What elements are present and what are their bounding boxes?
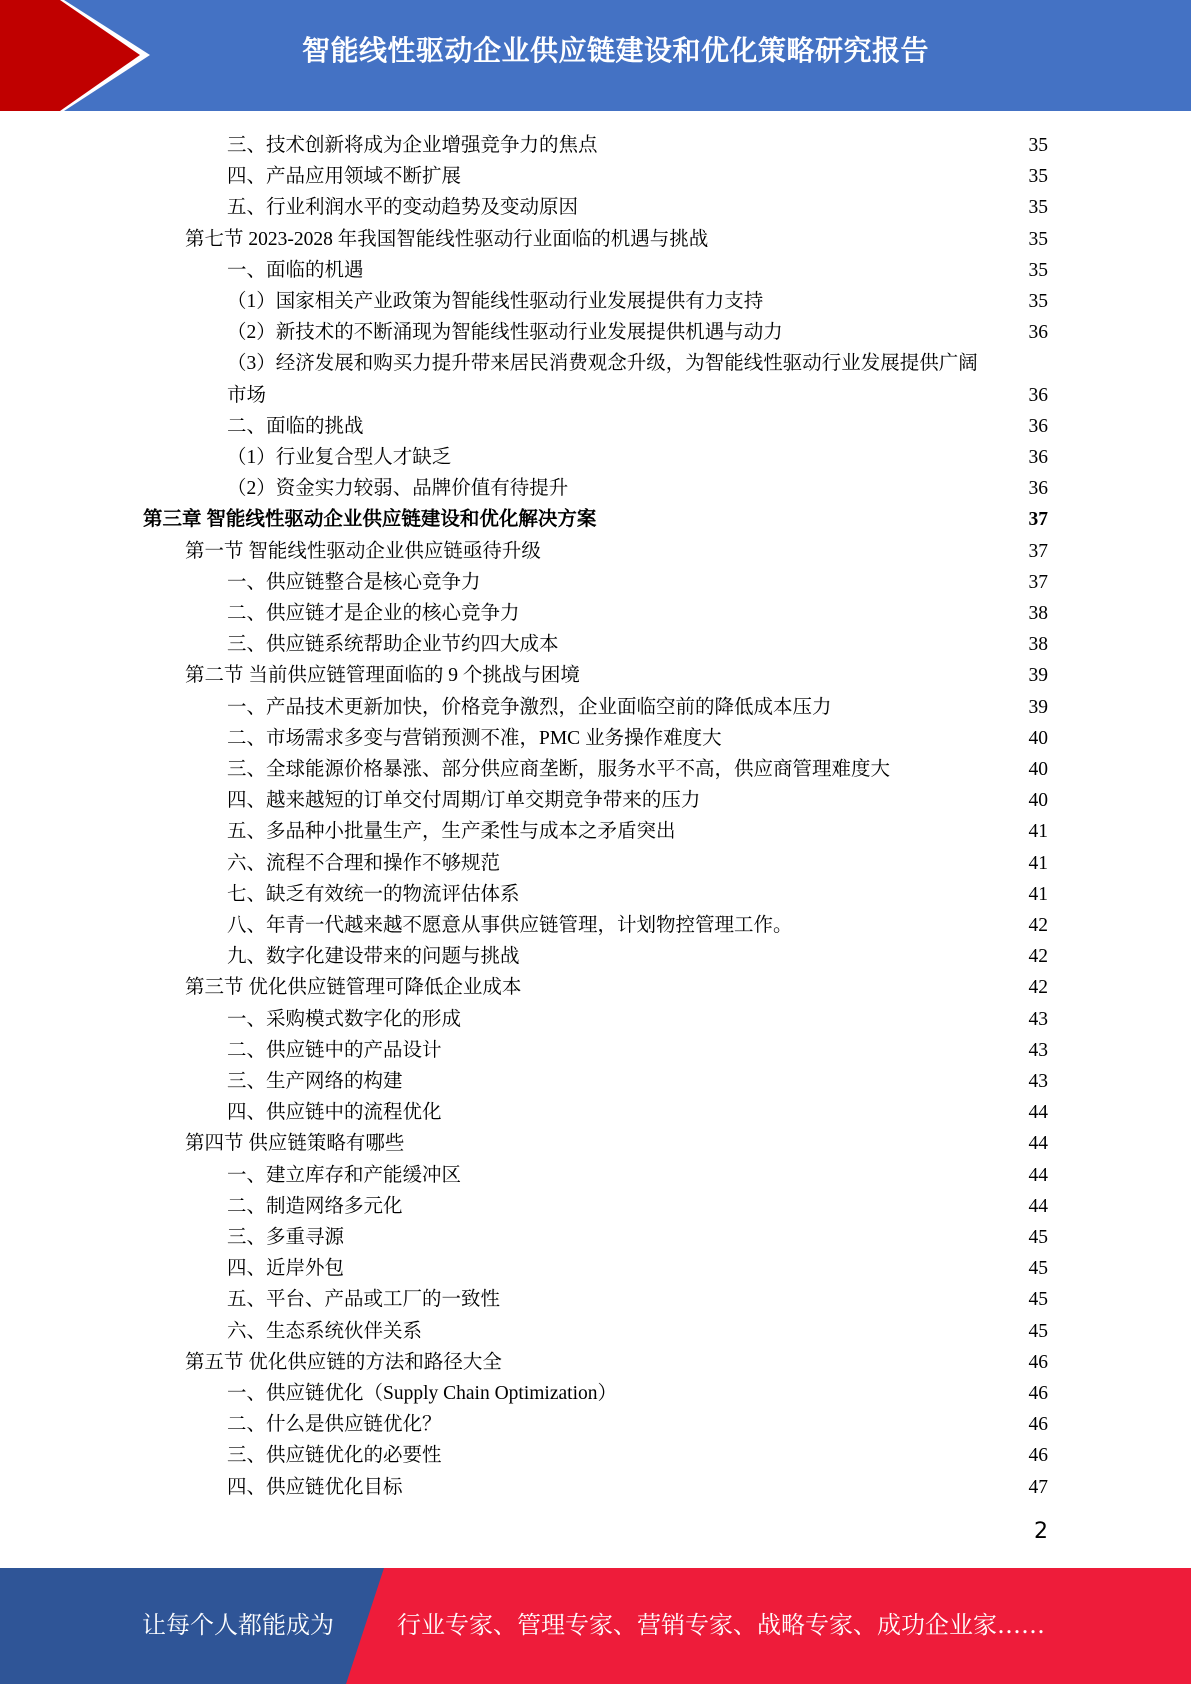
- toc-leader-dots: [453, 446, 1026, 470]
- toc-entry-title: （1）行业复合型人才缺乏: [227, 447, 452, 468]
- toc-leader-dots: [424, 1320, 1026, 1344]
- toc-leader-dots: [406, 1132, 1026, 1156]
- toc-entry-title: 四、近岸外包: [227, 1258, 345, 1280]
- toc-entry-page: 35: [1028, 166, 1048, 188]
- toc-leader-dots: [463, 1008, 1026, 1032]
- toc-leader-dots: [502, 852, 1026, 876]
- toc-leader-dots: [405, 1476, 1027, 1500]
- toc-entry-item[interactable]: [227, 470, 1048, 501]
- toc-leader-dots: [444, 1039, 1027, 1063]
- toc-entry-item[interactable]: [227, 1219, 1048, 1250]
- toc-entry-title: 二、什么是供应链优化？: [227, 1414, 442, 1436]
- toc-entry-page: 35: [1028, 259, 1048, 281]
- toc-leader-dots: [600, 134, 1027, 158]
- toc-entry-title: 三、供应链优化的必要性: [227, 1445, 442, 1467]
- toc-entry-item[interactable]: [227, 564, 1048, 595]
- toc-entry-page: 35: [1028, 291, 1048, 312]
- toc-entry-title: 四、供应链中的流程优化: [227, 1102, 442, 1124]
- toc-entry-page: 43: [1028, 1071, 1048, 1092]
- toc-entry-page: 43: [1028, 1039, 1048, 1061]
- toc-entry-page: 36: [1028, 478, 1048, 500]
- toc-leader-dots: [619, 1382, 1027, 1406]
- toc-leader-dots: [366, 415, 1027, 439]
- toc-leader-dots: [502, 1288, 1026, 1312]
- toc-entry-page: 44: [1028, 1133, 1048, 1155]
- toc-entry-title: （2）资金实力较弱、品牌价值有待提升: [227, 478, 569, 500]
- toc-leader-dots: [463, 165, 1026, 189]
- toc-entry-section[interactable]: [185, 1344, 1048, 1375]
- toc-entry-item[interactable]: [227, 1313, 1048, 1344]
- toc-entry-item[interactable]: [227, 1406, 1048, 1437]
- toc-entry-page: 38: [1028, 634, 1048, 656]
- page-footer: [0, 1568, 1191, 1684]
- toc-leader-dots: [522, 883, 1027, 907]
- toc-entry-page: 45: [1028, 1227, 1048, 1248]
- toc-entry-title: 三、全球能源价格暴涨、部分供应商垄断，服务水平不高，供应商管理难度大: [227, 759, 891, 780]
- toc-entry-page: 42: [1028, 946, 1048, 968]
- toc-leader-dots: [582, 664, 1027, 688]
- toc-entry-item[interactable]: [227, 626, 1048, 657]
- toc-entry-section[interactable]: [185, 657, 1048, 688]
- toc-entry-item[interactable]: [227, 1157, 1048, 1188]
- toc-entry-page: 46: [1028, 1445, 1048, 1467]
- toc-entry-title: （2）新技术的不断涌现为智能线性驱动行业发展提供机遇与动力: [227, 322, 783, 344]
- toc-entry-title: 三、技术创新将成为企业增强竞争力的焦点: [227, 135, 598, 156]
- toc-entry-title: 第三节 优化供应链管理可降低企业成本: [185, 977, 522, 999]
- toc-entry-item[interactable]: [227, 1063, 1048, 1094]
- toc-entry-page: 36: [1028, 447, 1048, 468]
- toc-entry-title: 六、流程不合理和操作不够规范: [227, 852, 501, 874]
- toc-entry-title: 二、制造网络多元化: [227, 1195, 403, 1217]
- toc-entry-item[interactable]: [227, 689, 1048, 720]
- toc-entry-page: 39: [1028, 665, 1048, 687]
- toc-leader-dots: [765, 290, 1026, 314]
- toc-entry-item[interactable]: [227, 439, 1048, 470]
- toc-entry-item[interactable]: [227, 1188, 1048, 1219]
- toc-entry-title: 四、供应链优化目标: [227, 1476, 403, 1498]
- toc-entry-title: 一、面临的机遇: [227, 259, 364, 281]
- toc-entry-item[interactable]: [227, 127, 1048, 158]
- toc-entry-page: 41: [1028, 883, 1048, 905]
- toc-entry-page: 44: [1028, 1195, 1048, 1217]
- toc-entry-page: 40: [1028, 759, 1048, 780]
- toc-leader-dots: [366, 259, 1027, 283]
- toc-entry-item[interactable]: [227, 158, 1048, 189]
- toc-entry-page: 37: [1028, 540, 1048, 562]
- toc-entry-page: 46: [1028, 1383, 1048, 1404]
- toc-entry-item[interactable]: [227, 283, 1048, 314]
- toc-entry-title: 六、生态系统伙伴关系: [227, 1320, 423, 1342]
- toc-entry-title: 第四节 供应链策略有哪些: [185, 1133, 405, 1155]
- toc-entry-item[interactable]: [227, 813, 1048, 844]
- toc-entry-title: 一、供应链优化（Supply Chain Optimization）: [227, 1383, 617, 1404]
- toc-entry-item[interactable]: [227, 720, 1048, 751]
- toc-entry-title: （3）经济发展和购买力提升带来居民消费观念升级，为智能线性驱动行业发展提供广阔: [227, 353, 978, 375]
- toc-leader-dots: [724, 727, 1027, 751]
- toc-leader-dots: [405, 1195, 1027, 1219]
- toc-entry-page: 36: [1028, 415, 1048, 437]
- toc-entry-item[interactable]: [227, 1250, 1048, 1281]
- toc-leader-dots: [834, 696, 1027, 720]
- toc-leader-dots: [543, 540, 1027, 564]
- toc-entry-item[interactable]: [227, 907, 1048, 938]
- toc-entry-page: 40: [1028, 727, 1048, 749]
- toc-entry-title: 九、数字化建设带来的问题与挑战: [227, 946, 520, 968]
- toc-leader-dots: [892, 758, 1026, 782]
- toc-entry-title: 五、行业利润水平的变动趋势及变动原因: [227, 197, 579, 219]
- toc-entry-section[interactable]: [185, 533, 1048, 564]
- toc-entry-item[interactable]: [227, 1032, 1048, 1063]
- toc-entry-item[interactable]: [227, 1469, 1048, 1500]
- toc-leader-dots: [405, 1070, 1027, 1094]
- toc-entry-page: 38: [1028, 603, 1048, 624]
- toc-entry-item[interactable]: [227, 595, 1048, 626]
- toc-leader-dots: [522, 945, 1027, 969]
- toc-leader-dots: [346, 1257, 1026, 1281]
- toc-entry-page: 39: [1028, 696, 1048, 718]
- toc-entry-page: 36: [1028, 322, 1048, 344]
- toc-entry-title: 一、建立库存和产能缓冲区: [227, 1164, 462, 1186]
- toc-leader-dots: [444, 1444, 1027, 1468]
- footer-slogan-left: 让每个人都能成为: [142, 1611, 334, 1639]
- toc-entry-title: 三、多重寻源: [227, 1227, 345, 1248]
- toc-entry-item[interactable]: [227, 1001, 1048, 1032]
- toc-leader-dots: [570, 477, 1026, 501]
- toc-entry-item[interactable]: [227, 876, 1048, 907]
- toc-entry-page: 45: [1028, 1289, 1048, 1311]
- toc-entry-page: 47: [1028, 1476, 1048, 1498]
- toc-entry-title: 一、采购模式数字化的形成: [227, 1008, 462, 1030]
- toc-leader-dots: [561, 633, 1027, 657]
- toc-entry-page: 41: [1028, 852, 1048, 874]
- toc-entry-title: 七、缺乏有效统一的物流评估体系: [227, 883, 520, 905]
- toc-leader-dots: [580, 196, 1026, 220]
- toc-entry-title: 二、供应链才是企业的核心竞争力: [227, 603, 520, 624]
- toc-leader-dots: [710, 228, 1026, 252]
- toc-leader-dots: [483, 571, 1027, 595]
- toc-entry-title: 一、产品技术更新加快，价格竞争激烈，企业面临空前的降低成本压力: [227, 696, 832, 718]
- toc-entry-title: 五、多品种小批量生产，生产柔性与成本之矛盾突出: [227, 821, 676, 843]
- toc-entry-page: 42: [1028, 915, 1048, 936]
- toc-leader-dots: [785, 321, 1027, 345]
- toc-entry-page: 42: [1028, 977, 1048, 999]
- toc-entry-page: 36: [1028, 384, 1048, 406]
- toc-entry-title: 市场: [227, 384, 267, 406]
- toc-entry-section[interactable]: [185, 221, 1048, 252]
- toc-entry-item[interactable]: [227, 938, 1048, 969]
- toc-leader-dots: [444, 1101, 1027, 1125]
- toc-entry-page: 46: [1028, 1414, 1048, 1436]
- toc-entry-title: （1）国家相关产业政策为智能线性驱动行业发展提供有力支持: [227, 291, 764, 312]
- toc-leader-dots: [598, 508, 1026, 532]
- toc-entry-title: 二、面临的挑战: [227, 415, 364, 437]
- toc-entry-title: 第二节 当前供应链管理面临的 9 个挑战与困境: [185, 665, 580, 687]
- footer-slogan-right: 行业专家、管理专家、营销专家、战略专家、成功企业家……: [397, 1611, 1045, 1639]
- toc-entry-item[interactable]: [227, 1281, 1048, 1312]
- toc-entry-item[interactable]: [227, 1437, 1048, 1468]
- toc-entry-page: 44: [1028, 1164, 1048, 1186]
- toc-entry-page: 41: [1028, 821, 1048, 843]
- toc-leader-dots: [795, 914, 1027, 938]
- toc-entry-page: 46: [1028, 1351, 1048, 1373]
- toc-entry-item[interactable]: [227, 189, 1048, 220]
- toc-entry-page: 43: [1028, 1008, 1048, 1030]
- toc-leader-dots: [268, 384, 1026, 408]
- toc-entry-title: 第三章 智能线性驱动企业供应链建设和优化解决方案: [143, 509, 597, 531]
- toc-entry-item[interactable]: [227, 377, 1048, 408]
- toc-entry-item[interactable]: [227, 782, 1048, 813]
- toc-entry-title: 第五节 优化供应链的方法和路径大全: [185, 1351, 502, 1373]
- toc-entry-item[interactable]: [227, 345, 1048, 376]
- toc-leader-dots: [504, 1351, 1027, 1375]
- toc-entry-page: 44: [1028, 1102, 1048, 1124]
- toc-entry-page: 35: [1028, 135, 1048, 156]
- toc-entry-title: 三、生产网络的构建: [227, 1071, 403, 1092]
- toc-entry-page: 37: [1028, 509, 1048, 531]
- toc-leader-dots: [678, 820, 1027, 844]
- toc-entry-item[interactable]: [227, 252, 1048, 283]
- toc-entry-page: 35: [1028, 197, 1048, 219]
- toc-entry-title: 二、市场需求多变与营销预测不准，PMC 业务操作难度大: [227, 727, 722, 749]
- toc-entry-title: 三、供应链系统帮助企业节约四大成本: [227, 634, 559, 656]
- toc-entry-page: 45: [1028, 1258, 1048, 1280]
- toc-entry-item[interactable]: [227, 845, 1048, 876]
- toc-entry-page: 35: [1028, 228, 1048, 250]
- page-number: 2: [1034, 1519, 1048, 1544]
- toc-entry-title: 四、越来越短的订单交付周期/订单交期竞争带来的压力: [227, 790, 701, 812]
- toc-leader-dots: [523, 976, 1026, 1000]
- toc-entry-section[interactable]: [185, 1125, 1048, 1156]
- toc-entry-title: 二、供应链中的产品设计: [227, 1039, 442, 1061]
- toc-entry-item[interactable]: [227, 408, 1048, 439]
- toc-entry-title: 第七节 2023-2028 年我国智能线性驱动行业面临的机遇与挑战: [185, 228, 709, 250]
- toc-entry-item[interactable]: [227, 1094, 1048, 1125]
- toc-entry-section[interactable]: [185, 969, 1048, 1000]
- toc-entry-page: 37: [1028, 571, 1048, 593]
- document-title: 智能线性驱动企业供应链建设和优化策略研究报告: [301, 34, 929, 67]
- toc-entry-page: 45: [1028, 1320, 1048, 1342]
- toc-leader-dots: [346, 1226, 1026, 1250]
- toc-entry-item[interactable]: [227, 751, 1048, 782]
- toc-entry-page: 40: [1028, 790, 1048, 812]
- toc-entry-chapter[interactable]: [143, 501, 1048, 532]
- toc-leader-dots: [444, 1413, 1027, 1437]
- toc-entry-item[interactable]: [227, 314, 1048, 345]
- page-header: [0, 0, 1191, 111]
- toc-entry-title: 八、年青一代越来越不愿意从事供应链管理，计划物控管理工作。: [227, 915, 793, 936]
- toc-leader-dots: [702, 789, 1026, 813]
- toc-leader-dots: [522, 602, 1027, 626]
- toc-entry-title: 第一节 智能线性驱动企业供应链亟待升级: [185, 540, 541, 562]
- toc-entry-title: 一、供应链整合是核心竞争力: [227, 571, 481, 593]
- toc-entry-item[interactable]: [227, 1375, 1048, 1406]
- toc-entry-title: 五、平台、产品或工厂的一致性: [227, 1289, 501, 1311]
- toc-leader-dots: [463, 1164, 1026, 1188]
- toc-entry-title: 四、产品应用领域不断扩展: [227, 166, 462, 188]
